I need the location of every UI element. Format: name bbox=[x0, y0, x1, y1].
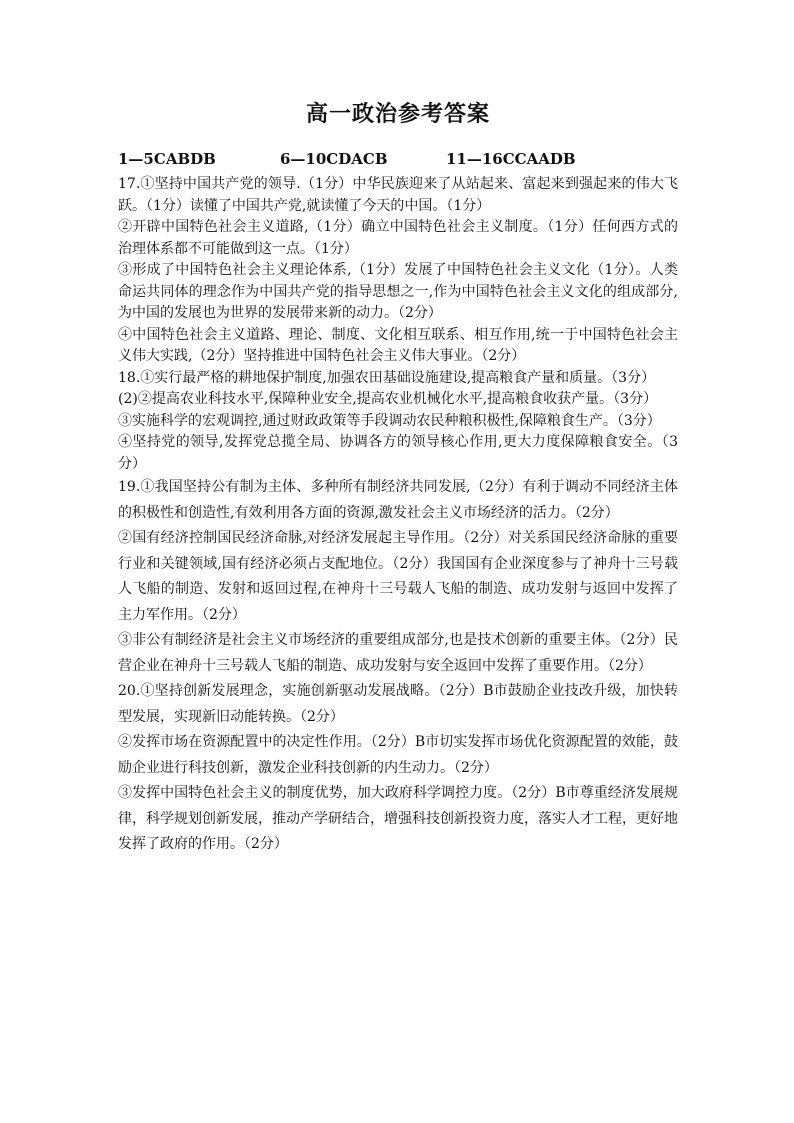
answer-paragraph: ④坚持党的领导,发挥党总揽全局、协调各方的领导核心作用,更大力度保障粮食安全。（3分） bbox=[118, 434, 678, 472]
question-19 bbox=[118, 475, 678, 679]
answer-paragraph: ③实施科学的宏观调控,通过财政政策等手段调动农民种粮积极性,保障粮食生产。（3分） bbox=[118, 412, 661, 429]
choice-group-3: 11—16CCAADB bbox=[446, 150, 576, 168]
answer-paragraph: ③发挥中国特色社会主义的制度优势，加大政府科学调控力度。（2分）B市尊重经济发展规律，科学规划创新发展，推动产学研结合，增强科技创新投资力度，落实人才工程，更好地发挥了政府的作用。（2分） bbox=[118, 785, 678, 852]
question-20 bbox=[118, 679, 678, 858]
answer-paragraph: ②开辟中国特色社会主义道路,（1分）确立中国特色社会主义制度。（1分）任何西方式的治理体系都不可能做到这一点。（1分） bbox=[118, 219, 678, 257]
answer-paragraph: 18.①实行最严格的耕地保护制度,加强农田基础设施建设,提高粮食产量和质量。（3分） bbox=[118, 369, 656, 386]
question-18 bbox=[118, 368, 678, 476]
answer-paragraph: ②发挥市场在资源配置中的决定性作用。（2分）B市切实发挥市场优化资源配置的效能，鼓励企业进行科技创新，激发企业科技创新的内生动力。（2分） bbox=[118, 734, 678, 776]
answer-paragraph: ④中国特色社会主义道路、理论、制度、文化相互联系、相互作用,统一于中国特色社会主义伟大实践,（2分）坚持推进中国特色社会主义伟大事业。（2分） bbox=[118, 326, 678, 364]
answer-paragraph: 17.①坚持中国共产党的领导.（1分）中华民族迎来了从站起来、富起来到强起来的伟大飞跃。（1分）读懂了中国共产党,就读懂了今天的中国。（1分） bbox=[118, 176, 678, 214]
question-17 bbox=[118, 174, 678, 368]
answer-paragraph: ③非公有制经济是社会主义市场经济的重要组成部分,也是技术创新的重要主体。（2分）民营企业在神舟十三号载人飞船的制造、成功发射与安全返回中发挥了重要作用。（2分） bbox=[118, 632, 678, 674]
page-title: 高一政治参考答案 bbox=[305, 101, 490, 127]
choice-answers bbox=[118, 148, 678, 170]
choice-group-1: 1—5CABDB bbox=[118, 150, 216, 168]
answer-paragraph: (2)②提高农业科技水平,保障种业安全,提高农业机械化水平,提高粮食收获产量。（3分） bbox=[118, 391, 658, 407]
answer-sheet bbox=[118, 100, 678, 858]
answer-paragraph: 19.①我国坚持公有制为主体、多种所有制经济共同发展,（2分）有利于调动不同经济主体的积极性和创造性,有效利用各方面的资源,激发社会主义市场经济的活力。（2分） bbox=[118, 479, 678, 521]
answer-paragraph: ②国有经济控制国民经济命脉,对经济发展起主导作用。（2分）对关系国民经济命脉的重要行业和关键领域,国有经济必须占支配地位。（2分）我国国有企业深度参与了神舟十三号载人飞船的制造、发射和返回过程,在神舟十三号载人飞船的制造、成功发射与返回中发挥了主力军作用。（2分） bbox=[118, 530, 678, 623]
choice-group-2: 6—10CDACB bbox=[280, 150, 388, 168]
answer-paragraph: 20.①坚持创新发展理念，实施创新驱动发展战略。（2分）B市鼓励企业技改升级，加快转型发展，实现新旧动能转换。（2分） bbox=[118, 683, 678, 725]
answer-paragraph: ③形成了中国特色社会主义理论体系,（1分）发展了中国特色社会主义文化（1分）。人类命运共同体的理念作为中国共产党的指导思想之一,作为中国特色社会主义文化的组成部分,为中国的发展也为世界的发展带来新的动力。（2分） bbox=[118, 262, 678, 321]
